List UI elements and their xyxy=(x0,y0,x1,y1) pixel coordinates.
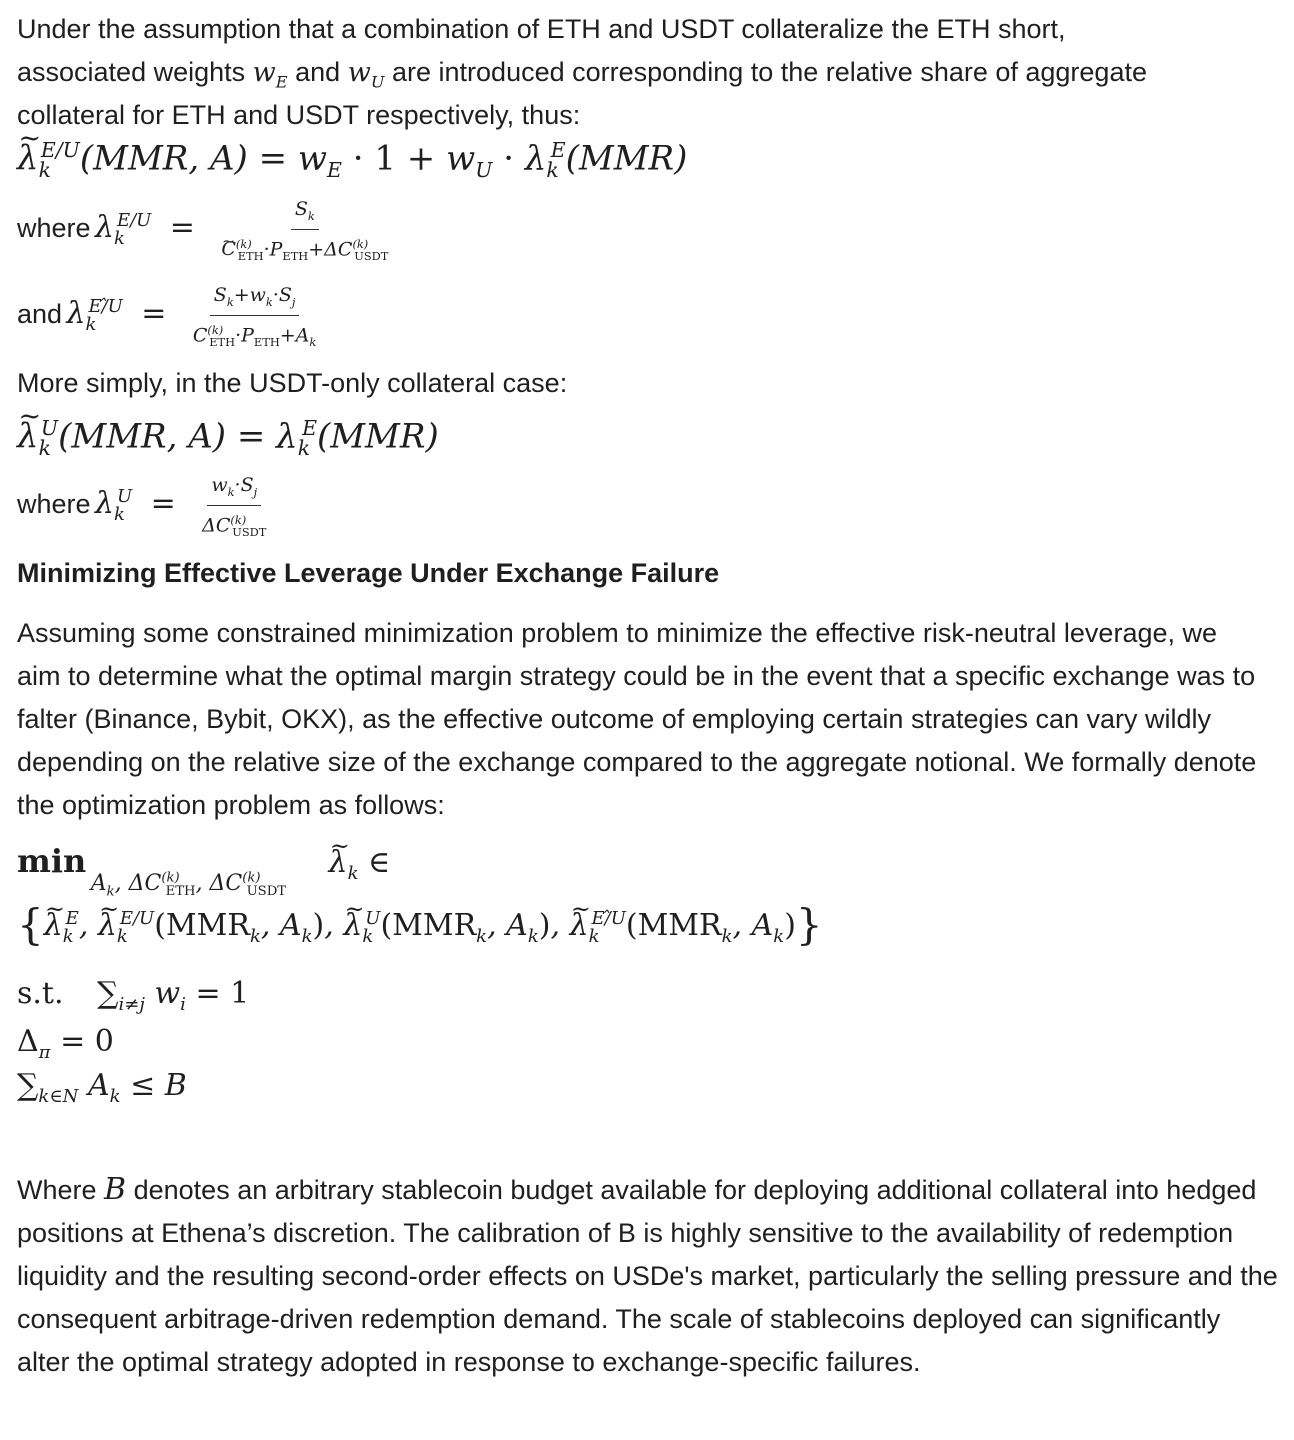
intro-text-b: associated weights xyxy=(17,57,246,87)
equation-lambda-EU: ~ $\lambda_k^{E/U}(MMR$, $A) = w_E \cdot 1 + w_U \cdot \lambda_k^E(MMR)$ xyxy=(17,138,687,182)
intro-text-e: collateral for ETH and USDT respectively, thus: xyxy=(17,100,581,130)
constraint-3: $\sum_{k\in N}$ $A_k \le B$ xyxy=(17,1068,187,1107)
where-label-2: where xyxy=(17,489,91,520)
min-label: min xyxy=(17,842,87,880)
intro-text-a: Under the assumption that a combination of ETH and USDT collateralize the ETH short, xyxy=(17,14,1066,44)
min-objective: $\min A_k$, $\Delta C^{(k)}_{ETH}$, $\Delta C^{(k)}_{USDT}$ ~ $\lambda_k$ ∈ xyxy=(17,842,390,884)
weight-wE: $w_E$ xyxy=(252,57,288,92)
where-label-1: where xyxy=(17,213,91,244)
budget-symbol: B xyxy=(104,1172,127,1207)
paragraph-optimization-text: Assuming some constrained minimization problem to minimize the effective risk-neutral leverage, we aim to determine what the optimal margin strategy could be in the event that a specific exchange was to falter (Binance, Bybit, OKX), as the effective outcome of employing certain strategies can vary wildly depending on the relative size of the exchange compared to the aggregate notional. We formally denote the optimization problem as follows: xyxy=(17,618,1257,820)
usdt-only-text xyxy=(17,362,567,405)
paragraph-optimization xyxy=(17,612,1267,827)
intro-line-1 xyxy=(17,8,1066,51)
st-label: s.t. xyxy=(17,976,64,1011)
objective-set: {~ $\lambda_k^E$, ~ $\lambda_k^{E/U}(MMR_k$, $A_k$), ~ $\lambda_k^U(MMR_k$, $A_k$), ~ $\lambda_k^{E/̂U}(MMR_k$, $A_k$)} xyxy=(17,900,823,949)
intro-line-3 xyxy=(17,94,580,137)
equation-lambda-U: ~ $\lambda_k^U(MMR$, $A) = \lambda_k^E(MMR)$ xyxy=(17,416,439,460)
paragraph-budget-text xyxy=(17,1168,1279,1384)
section-heading xyxy=(17,558,719,589)
constraint-2: $\Delta_\pi = 0$ xyxy=(17,1024,114,1063)
paragraph-budget-lead: Where xyxy=(17,1175,97,1205)
fraction-1: $S_k$ ~ $C^{(k)}_{ETH}\cdot P_{ETH}+\Delta C^{(k)}_{USDT}$ xyxy=(217,196,392,270)
weight-wU: $w_U$ xyxy=(347,57,385,92)
paragraph-budget xyxy=(17,1168,1279,1384)
constraint-1: s.t. $\sum_{i\ne j}$ $w_i = 1$ xyxy=(17,976,250,1015)
intro-text-d: are introduced corresponding to the relative share of aggregate xyxy=(392,57,1147,87)
where-equation-1: where $\lambda_k^{E/U}$ = $S_k$ ~ $C^{(k)}_{ETH}\cdot P_{ETH}+\Delta C^{(k)}_{USDT}$ xyxy=(17,196,396,270)
usdt-only-label: More simply, in the USDT-only collateral case: xyxy=(17,368,568,398)
intro-text-c: and xyxy=(295,57,341,87)
fraction-3: $\frac{w_k\cdot S_j}{\Delta C^{(k)}_{USDT}}$ xyxy=(202,474,267,539)
where-equation-3: where $\lambda_k^U$ = $\frac{w_k\cdot S_j}{\Delta C^{(k)}_{USDT}}$ xyxy=(17,472,274,546)
paragraph-budget-rest: denotes an arbitrary stablecoin budget available for deploying additional collateral into hedged positions at Ethena’s discretion. The calibration of B is highly sensitive to the availability of redemption liquidity and the resulting second-order effects on USDe's market, particularly the selling pressure and the consequent arbitrage-driven redemption demand. The scale of stablecoins deployed can significantly alter the optimal strategy adopted in response to exchange-specific failures. xyxy=(17,1175,1278,1377)
fraction-2: $\frac{S_k+w_k\cdot S_j}{C^{(k)}_{ETH}\cdot P_{ETH}+A_k}$ xyxy=(192,284,317,349)
and-label: and xyxy=(17,299,63,330)
and-equation-2: and $\lambda_k^{E/̂U}$ = $\frac{S_k+w_k\cdot S_j}{C^{(k)}_{ETH}\cdot P_{ETH}+A_k}$ xyxy=(17,282,324,356)
heading-text: Minimizing Effective Leverage Under Exchange Failure xyxy=(17,558,720,588)
